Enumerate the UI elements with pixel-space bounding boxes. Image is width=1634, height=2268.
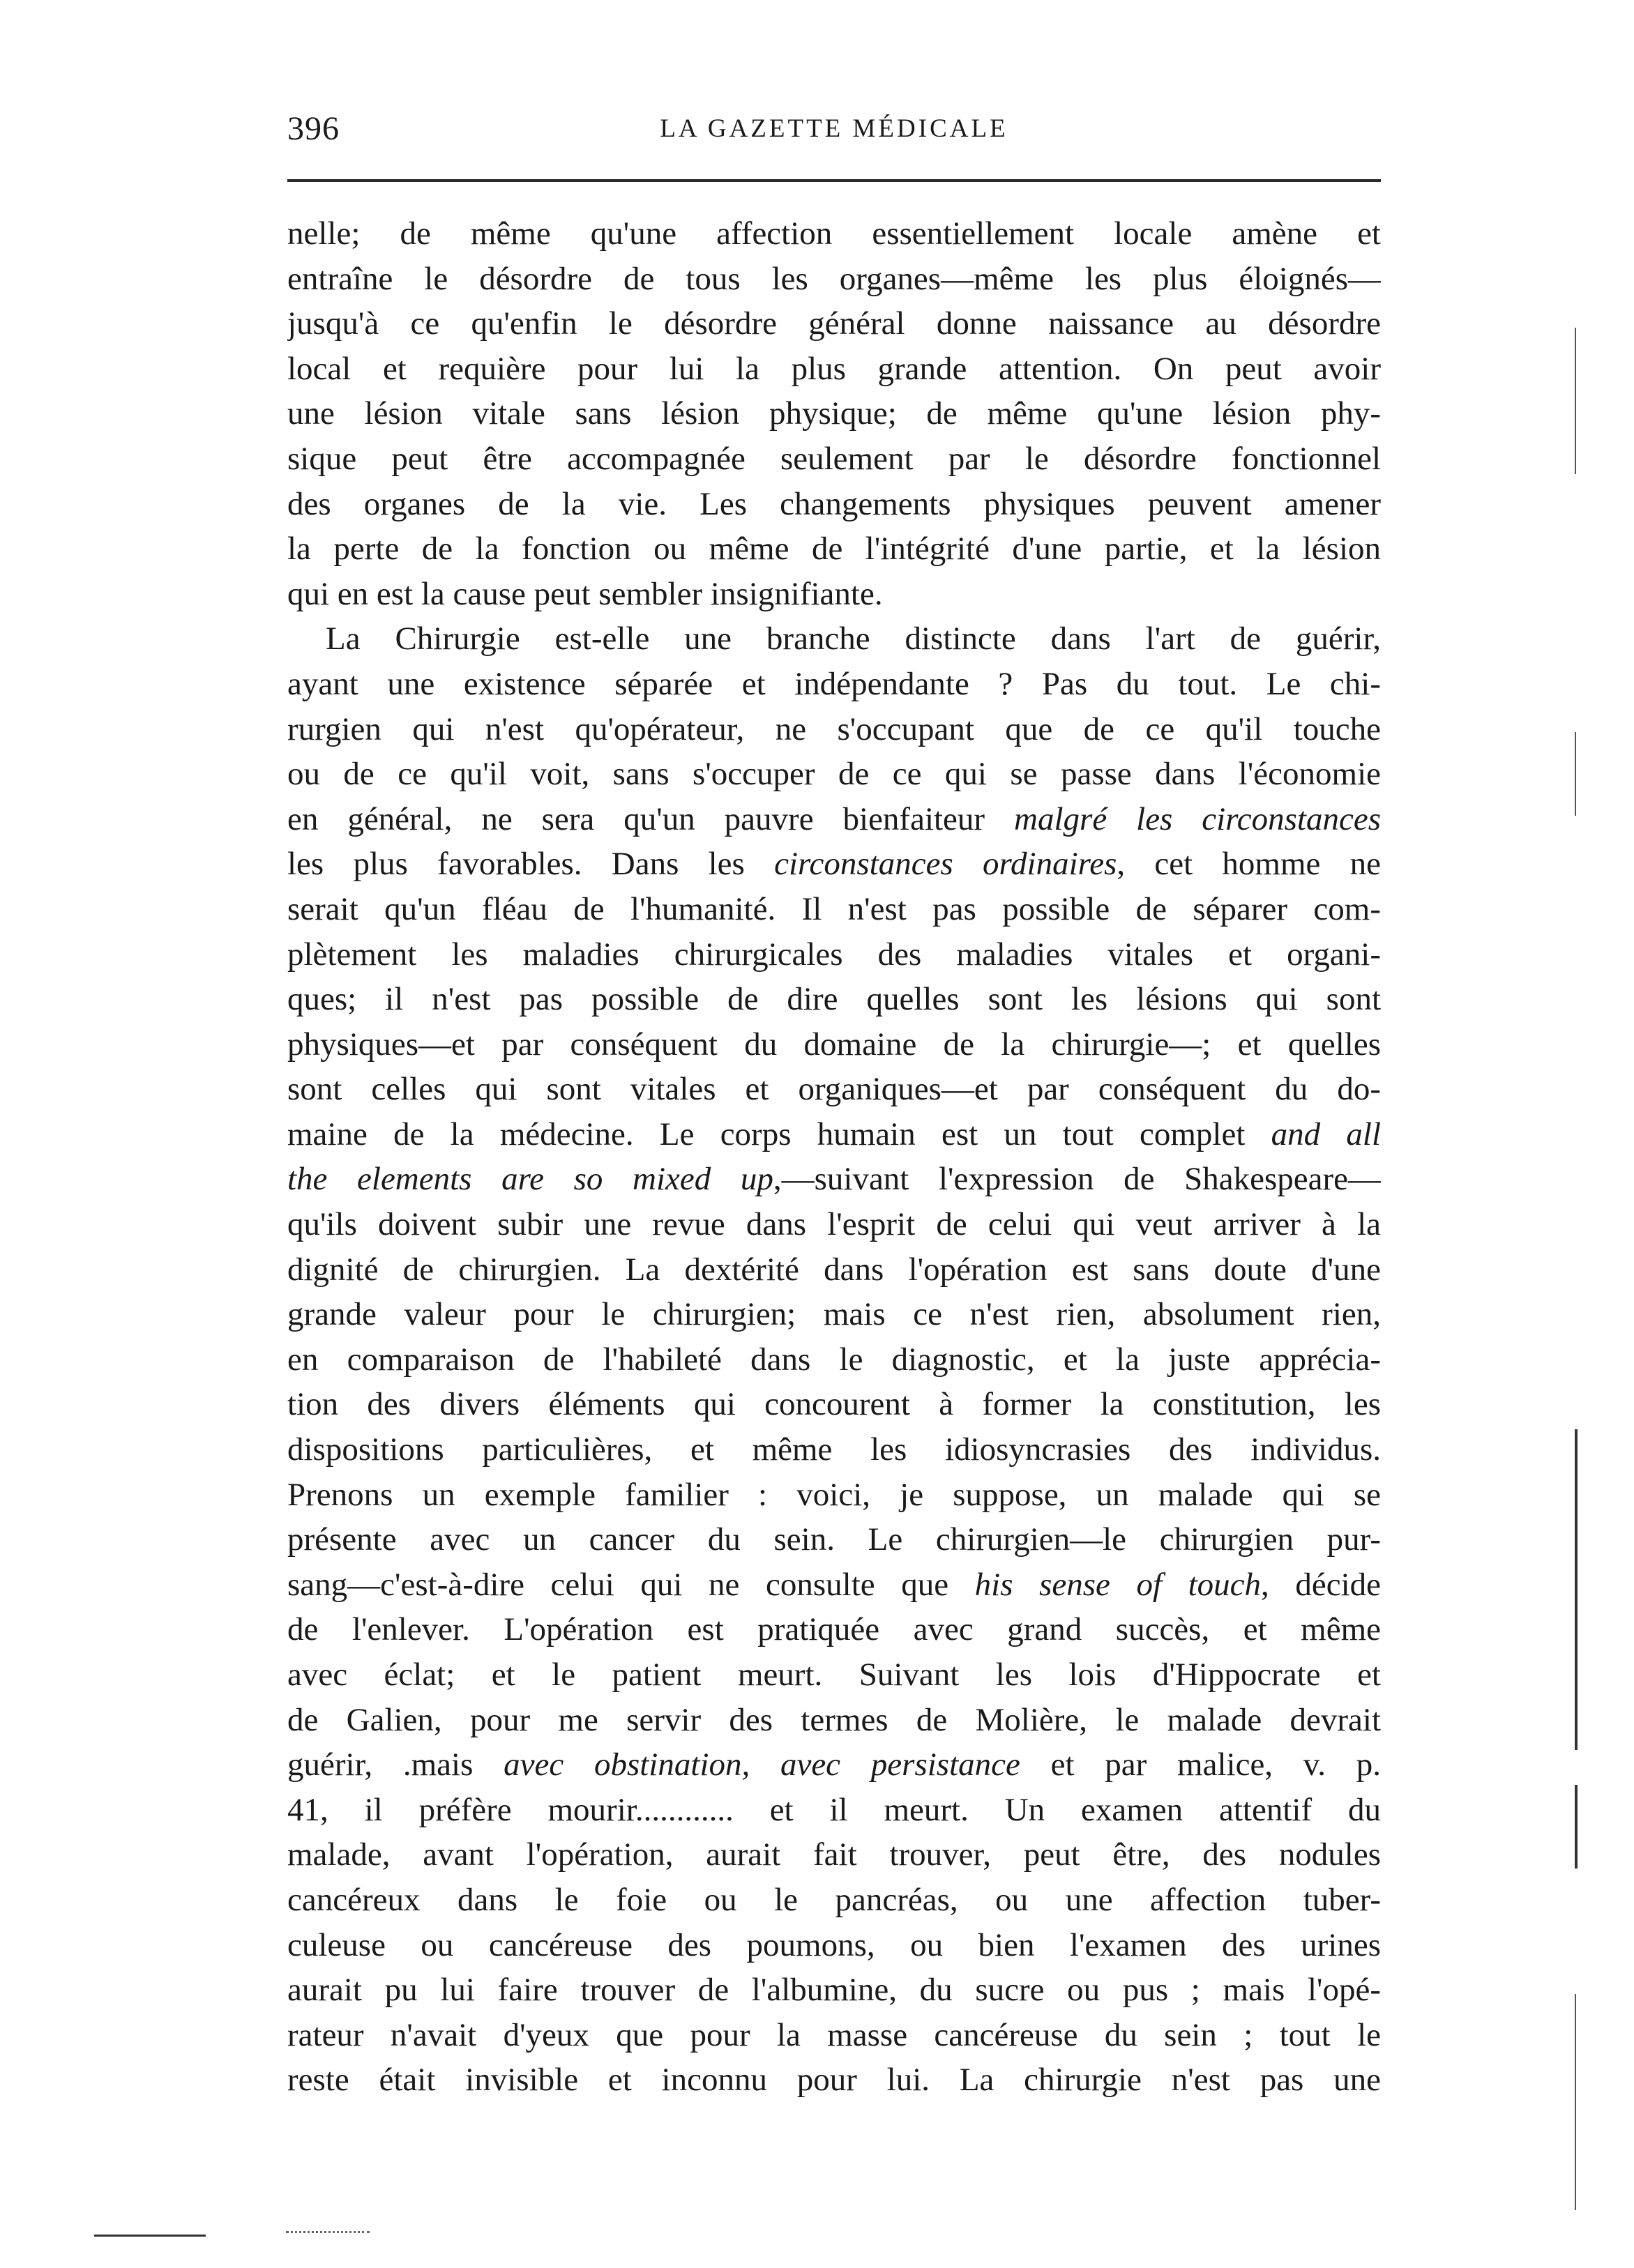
text-line (287, 1562, 1381, 1608)
text-line (287, 572, 1381, 617)
text-run: sang—c'est-à-dire celui qui ne consulte que (287, 1566, 975, 1603)
text-line (287, 1832, 1381, 1878)
text-line (287, 932, 1381, 977)
text-line (287, 1472, 1381, 1518)
scan-edge-mark (1575, 1785, 1578, 1869)
text-run: jusqu'à ce qu'enfin le désordre général donne naissance au désordre (287, 305, 1381, 342)
text-run: La Chirurgie est-elle une branche distincte dans l'art de guérir, (326, 621, 1381, 657)
italic-phrase: circonstances ordinaires (774, 846, 1117, 883)
text-run: malade, avant l'opération, aurait fait trouver, peut être, des nodules (287, 1836, 1381, 1873)
text-run: une lésion vitale sans lésion physique; de même qu'une lésion phy- (287, 395, 1381, 432)
text-line (287, 2013, 1381, 2058)
text-run: maine de la médecine. Le corps humain est un tout complet (287, 1116, 1271, 1152)
text-run: , décide (1261, 1566, 1381, 1603)
text-run: serait qu'un fléau de l'humanité. Il n'est pas possible de séparer com- (287, 890, 1381, 927)
text-line (287, 1698, 1381, 1743)
text-run: reste était invisible et inconnu pour lui. La chirurgie n'est pas une (287, 2062, 1381, 2099)
scan-edge-mark (1575, 328, 1576, 474)
text-run: nelle; de même qu'une affection essentiellement locale amène et (287, 215, 1381, 252)
text-run: ques; il n'est pas possible de dire quelles sont les lésions qui sont (287, 981, 1381, 1018)
scan-edge-mark (1575, 1429, 1578, 1750)
header-rule (287, 179, 1381, 182)
text-line (287, 1112, 1381, 1157)
text-run: qui en est la cause peut sembler insignifiante. (287, 575, 883, 612)
text-run: en général, ne sera qu'un pauvre bienfaiteur (287, 800, 1015, 837)
text-line (287, 1968, 1381, 2013)
text-run: tion des divers éléments qui concourent à former la constitution, les (287, 1386, 1381, 1423)
text-run: sont celles qui sont vitales et organiques—et par conséquent du do- (287, 1071, 1381, 1108)
text-line (287, 1337, 1381, 1383)
text-line (287, 257, 1381, 302)
text-line (287, 977, 1381, 1022)
text-line (287, 752, 1381, 797)
text-line (287, 1878, 1381, 1923)
text-run: grande valeur pour le chirurgien; mais ce n'est rien, absolument rien, (287, 1296, 1381, 1333)
text-run: des organes de la vie. Les changements physiques peuvent amener (287, 485, 1381, 522)
running-title: LA GAZETTE MÉDICALE (660, 114, 1008, 143)
italic-phrase: the elements are so mixed up (287, 1161, 773, 1198)
text-run: présente avec un cancer du sein. Le chirurgien—le chirurgien pur- (287, 1521, 1381, 1558)
text-run: de Galien, pour me servir des termes de Molière, le malade devrait (287, 1701, 1381, 1738)
text-line (287, 616, 1381, 662)
text-line (287, 436, 1381, 482)
text-run: cancéreux dans le foie ou le pancréas, ou une affection tuber- (287, 1881, 1381, 1918)
italic-phrase: malgré les circonstances (1014, 800, 1381, 837)
text-line (287, 1517, 1381, 1562)
text-line (287, 1382, 1381, 1427)
text-run: dispositions particulières, et même les idiosyncrasies des individus. (287, 1431, 1381, 1468)
page-number: 396 (287, 110, 340, 147)
text-line (287, 1607, 1381, 1652)
page-header (287, 105, 1381, 153)
text-line (287, 1157, 1381, 1202)
text-line (287, 301, 1381, 347)
text-run: ,—suivant l'expression de Shakespeare— (773, 1161, 1381, 1198)
text-line (287, 1652, 1381, 1698)
body-text (287, 211, 1381, 2103)
scan-edge-mark (1575, 732, 1576, 816)
text-run: ou de ce qu'il voit, sans s'occuper de ce qui se passe dans l'économie (287, 756, 1381, 793)
scan-edge-mark (1575, 1994, 1576, 2210)
text-run: qu'ils doivent subir une revue dans l'esprit de celui qui veut arriver à la (287, 1206, 1381, 1243)
text-run: local et requière pour lui la plus grande attention. On peut avoir (287, 350, 1381, 387)
text-line (287, 211, 1381, 257)
text-run: physiques—et par conséquent du domaine de la chirurgie—; et quelles (287, 1026, 1381, 1063)
text-line (287, 1923, 1381, 1968)
text-run: Prenons un exemple familier : voici, je suppose, un malade qui se (287, 1476, 1381, 1513)
text-line (287, 1067, 1381, 1112)
text-run: , cet homme ne (1117, 846, 1381, 883)
bottom-margin-mark (94, 2235, 206, 2237)
italic-phrase: and all (1271, 1116, 1381, 1152)
text-line (287, 842, 1381, 887)
text-run: avec éclat; et le patient meurt. Suivant les lois d'Hippocrate et (287, 1657, 1381, 1693)
text-line (287, 1292, 1381, 1337)
text-line (287, 482, 1381, 527)
text-line (287, 391, 1381, 436)
text-run: en comparaison de l'habileté dans le diagnostic, et la juste apprécia- (287, 1341, 1381, 1378)
text-line (287, 1247, 1381, 1293)
text-line (287, 526, 1381, 572)
text-line (287, 1022, 1381, 1067)
text-run: sique peut être accompagnée seulement par le désordre fonctionnel (287, 440, 1381, 477)
text-run: la perte de la fonction ou même de l'intégrité d'une partie, et la lésion (287, 531, 1381, 568)
text-run: aurait pu lui faire trouver de l'albumine, du sucre ou pus ; mais l'opé- (287, 1972, 1381, 2009)
text-line (287, 1742, 1381, 1788)
text-run: entraîne le désordre de tous les organes—même les plus éloignés— (287, 260, 1381, 297)
text-line (287, 797, 1381, 842)
text-line (287, 707, 1381, 752)
text-line (287, 347, 1381, 392)
text-run: rurgien qui n'est qu'opérateur, ne s'occupant que de ce qu'il touche (287, 710, 1381, 747)
bottom-margin-dots (286, 2231, 370, 2233)
text-line (287, 1202, 1381, 1247)
text-run: culeuse ou cancéreuse des poumons, ou bien l'examen des urines (287, 1926, 1381, 1963)
text-line (287, 1427, 1381, 1472)
text-run: rateur n'avait d'yeux que pour la masse cancéreuse du sein ; tout le (287, 2016, 1381, 2053)
italic-phrase: his sense of touch (974, 1566, 1262, 1603)
italic-phrase: avec obstination, avec persistance (504, 1746, 1020, 1783)
text-run: dignité de chirurgien. La dextérité dans l'opération est sans doute d'une (287, 1251, 1381, 1288)
text-run: de l'enlever. L'opération est pratiquée avec grand succès, et même (287, 1611, 1381, 1648)
text-line (287, 662, 1381, 707)
text-run: les plus favorables. Dans les (287, 846, 775, 883)
text-run: 41, il préfère mourir............ et il meurt. Un examen attentif du (287, 1791, 1381, 1828)
text-run: et par malice, v. p. (1020, 1746, 1381, 1783)
text-line (287, 887, 1381, 932)
text-line (287, 1788, 1381, 1833)
text-run: ayant une existence séparée et indépendante ? Pas du tout. Le chi- (287, 665, 1381, 702)
text-line (287, 2057, 1381, 2103)
text-run: guérir, .mais (287, 1746, 504, 1783)
text-run: plètement les maladies chirurgicales des maladies vitales et organi- (287, 936, 1381, 973)
